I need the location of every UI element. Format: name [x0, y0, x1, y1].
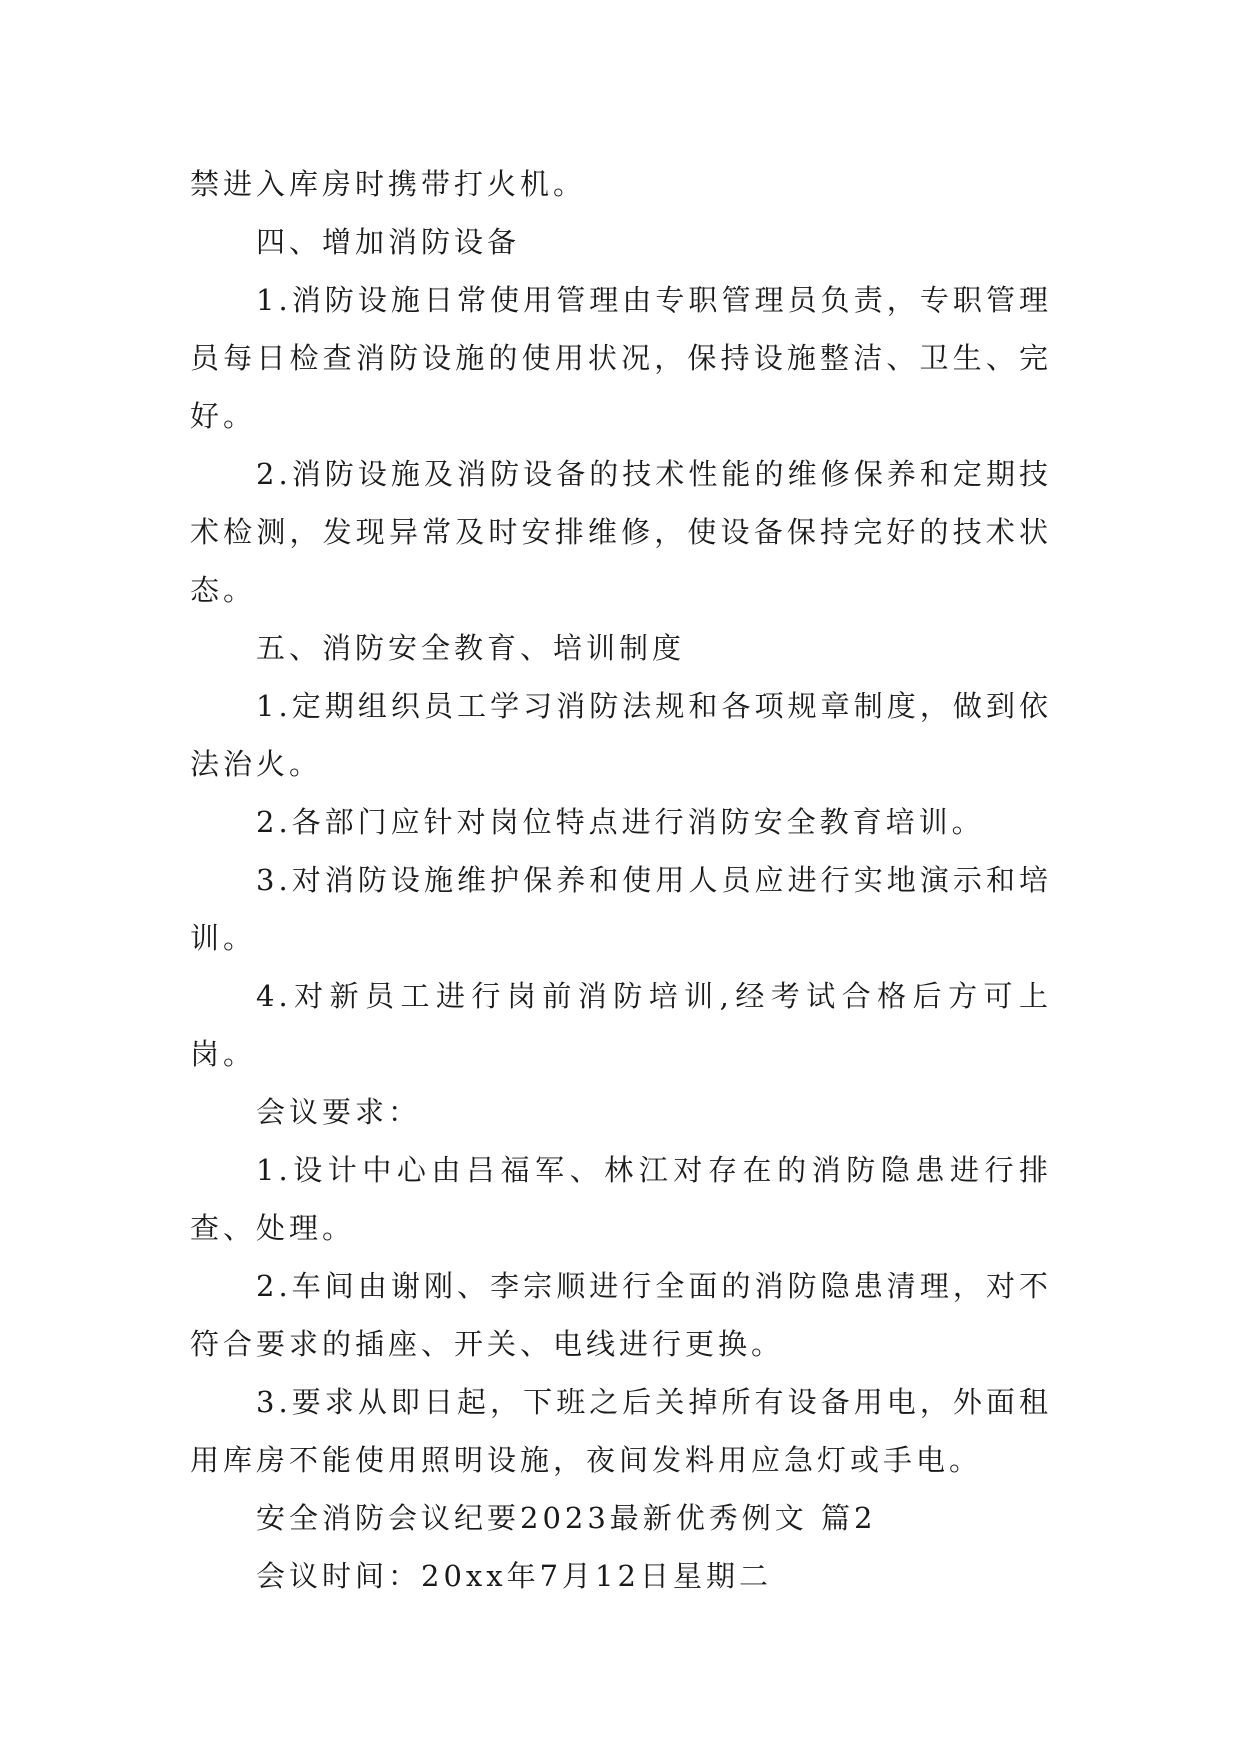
- paragraph-item: 2.车间由谢刚、李宗顺进行全面的消防隐患清理，对不符合要求的插座、开关、电线进行更换。: [190, 1269, 1052, 1361]
- paragraph-item: 1.定期组织员工学习消防法规和各项规章制度，做到依法治火。: [190, 689, 1052, 781]
- paragraph-item: 2.消防设施及消防设备的技术性能的维修保养和定期技术检测，发现异常及时安排维修，使设备保持完好的技术状态。: [190, 457, 1052, 607]
- section-heading-5: 五、消防安全教育、培训制度: [256, 631, 686, 665]
- document-body: [190, 155, 1052, 1605]
- paragraph-item: 2.各部门应针对岗位特点进行消防安全教育培训。: [256, 805, 985, 839]
- paragraph-item: 1.设计中心由吕福军、林江对存在的消防隐患进行排查、处理。: [190, 1153, 1052, 1245]
- paragraph-continuation: 禁进入库房时携带打火机。: [190, 167, 587, 201]
- paragraph-item: 3.对消防设施维护保养和使用人员应进行实地演示和培训。: [190, 863, 1052, 955]
- paragraph-item: 3.要求从即日起，下班之后关掉所有设备用电，外面租用库房不能使用照明设施，夜间发料用应急灯或手电。: [190, 1385, 1052, 1477]
- meeting-requirements-heading: 会议要求：: [256, 1095, 422, 1129]
- paragraph-item: 1.消防设施日常使用管理由专职管理员负责，专职管理员每日检查消防设施的使用状况，保持设施整洁、卫生、完好。: [190, 283, 1052, 433]
- section-heading-4: 四、增加消防设备: [256, 225, 521, 259]
- meeting-time: 会议时间：20xx年7月12日星期二: [256, 1559, 772, 1593]
- article-title: 安全消防会议纪要2023最新优秀例文 篇2: [256, 1501, 877, 1535]
- paragraph-item: 4.对新员工进行岗前消防培训,经考试合格后方可上岗。: [190, 979, 1052, 1071]
